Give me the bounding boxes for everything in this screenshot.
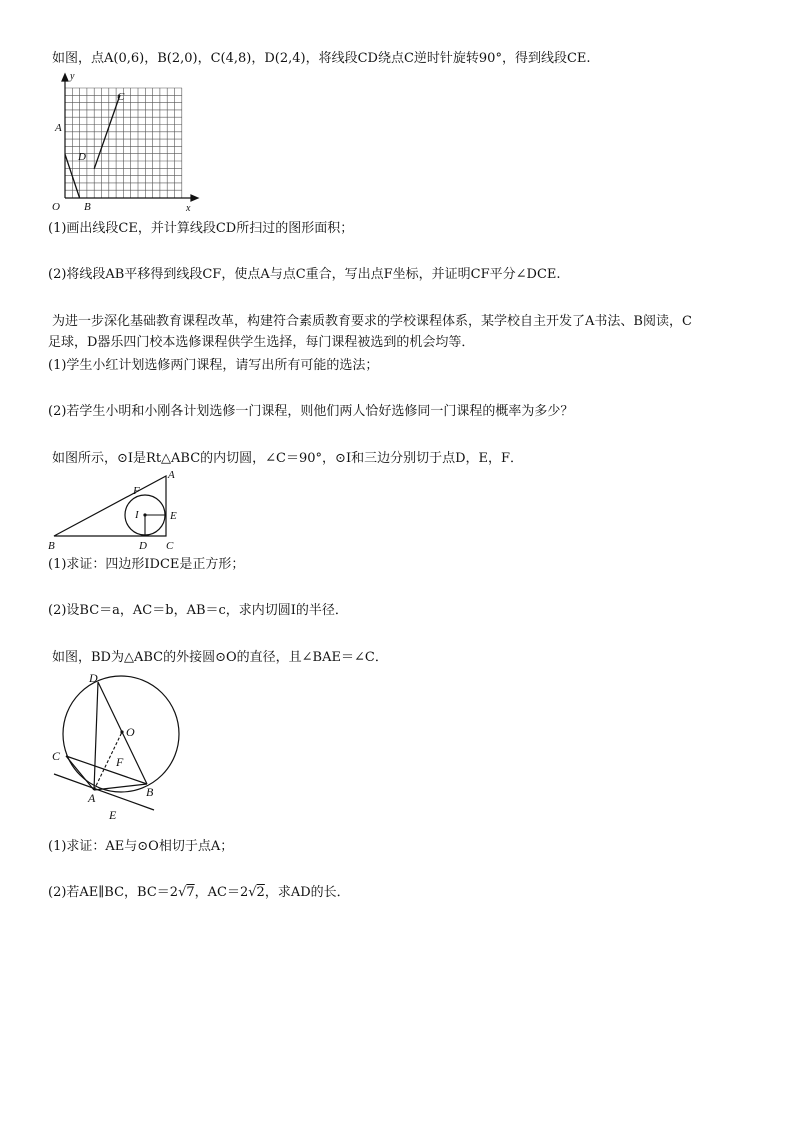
sqrt-sign: √ [178, 885, 187, 900]
q4-part2-pre: (2)若AE∥BC，BC＝2 [48, 885, 179, 900]
point-label-e: E [109, 808, 117, 822]
point-label-a: A [55, 122, 62, 134]
point-label-d: D [139, 540, 147, 552]
axis-label-y: y [70, 71, 75, 82]
q4-part1: (1)求证：AE与⊙O相切于点A； [48, 839, 234, 854]
point-label-c: C [52, 749, 61, 763]
tangent-ae [54, 774, 154, 810]
point-label-c: C [117, 91, 125, 103]
point-label-f: F [116, 755, 124, 769]
point-label-a: A [88, 791, 96, 805]
point-label-b: B [146, 785, 154, 799]
sqrt-sign: √ [248, 885, 257, 900]
point-label-o: O [52, 201, 60, 213]
segment-ad [94, 682, 98, 790]
q3-stem: 如图所示，⊙I是Rt△ABC的内切圆，∠C＝90°，⊙I和三边分别切于点D，E，F． [52, 451, 524, 466]
q2-part1: (1)学生小红计划选修两门课程，请写出所有可能的选法； [48, 358, 379, 373]
q3-part2: (2)设BC＝a，AC＝b，AB＝c，求内切圆I的半径． [48, 603, 348, 618]
point-label-o: O [126, 725, 135, 739]
point-label-f: F [133, 485, 140, 497]
q2-stem-line2: 足球，D器乐四门校本选修课程供学生选择，每门课程被选到的机会均等． [48, 335, 475, 350]
q4-part2-post: ，求AD的长． [264, 885, 350, 900]
q1-figure [46, 70, 206, 214]
q1-stem: 如图，点A(0,6)，B(2,0)，C(4,8)，D(2,4)，将线段CD绕点C逆时针旋转90°，得到线段CE. [52, 51, 591, 66]
q3-figure [46, 466, 186, 556]
point-label-a: A [168, 469, 175, 481]
q2-stem-line1: 为进一步深化基础教育课程改革，构建符合素质教育要求的学校课程体系，某学校自主开发了A书法、B阅读，C [52, 314, 692, 329]
triangle-abc [54, 476, 166, 536]
point-label-d: D [89, 671, 98, 685]
point-label-d: D [78, 151, 86, 163]
point-label-e: E [170, 510, 177, 522]
axis-label-x: x [186, 203, 191, 214]
q4-stem: 如图，BD为△ABC的外接圆⊙O的直径，且∠BAE＝∠C． [52, 650, 388, 665]
point-label-c: C [166, 540, 174, 552]
point-label-b: B [48, 540, 55, 552]
radicand-7: 7 [186, 885, 195, 900]
center-dot-o [120, 730, 123, 733]
q4-figure [46, 668, 186, 828]
q1-part1: (1)画出线段CE，并计算线段CD所扫过的图形面积； [48, 221, 354, 236]
radicand-2: 2 [256, 885, 265, 900]
point-label-i: I [135, 509, 139, 521]
point-label-b: B [84, 201, 91, 213]
q4-part2-mid: ，AC＝2 [194, 885, 249, 900]
axes [62, 74, 198, 201]
center-dot-i [143, 513, 146, 516]
grid-lines [65, 88, 182, 198]
q3-part1: (1)求证：四边形IDCE是正方形； [48, 557, 245, 572]
q2-part2: (2)若学生小明和小刚各计划选修一门课程，则他们两人恰好选修同一门课程的概率为多少？ [48, 404, 574, 419]
q4-part2 [48, 884, 350, 902]
q1-part2: (2)将线段AB平移得到线段CF，使点A与点C重合，写出点F坐标，并证明CF平分∠DCE. [48, 267, 561, 282]
